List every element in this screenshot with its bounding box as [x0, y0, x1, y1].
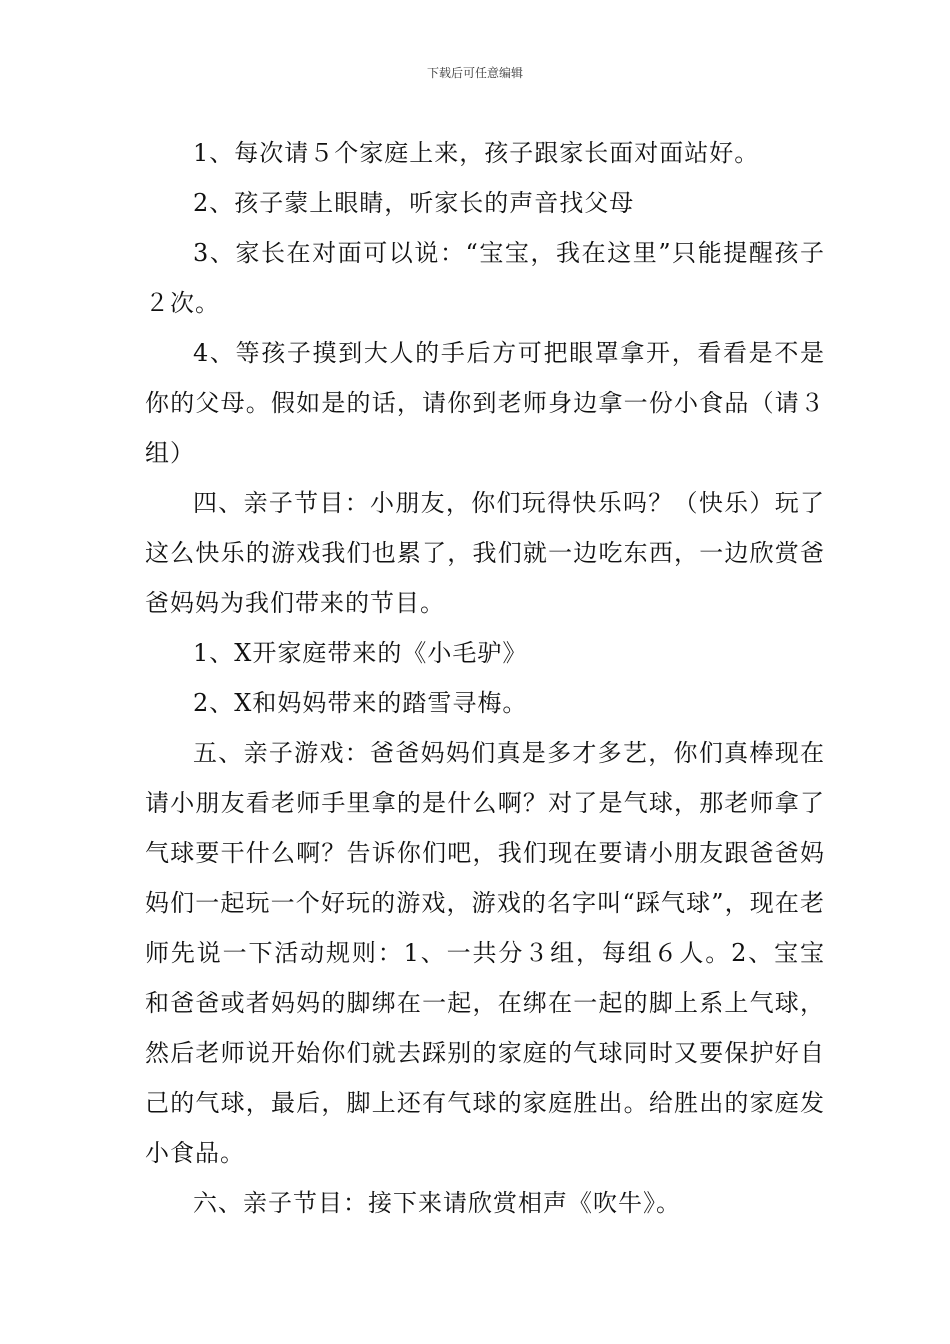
paragraph-rule-1: 1、每次请５个家庭上来，孩子跟家长面对面站好。 [193, 139, 760, 167]
paragraph-rule-3: 3、家长在对面可以说：“宝宝，我在这里”只能提醒孩子２次。 [145, 239, 825, 317]
paragraph-section-5: 五、亲子游戏：爸爸妈妈们真是多才多艺，你们真棒现在请小朋友看老师手里拿的是什么啊？对了是气球，那老师拿了气球要干什么啊？告诉你们吧，我们现在要请小朋友跟爸爸妈妈们一起玩一个好玩的游戏，游戏的名字叫“踩气球”，现在老师先说一下活动规则：1、一共分３组，每组６人。2、宝宝和爸爸或者妈妈的脚绑在一起，在绑在一起的脚上系上气球，然后老师说开始你们就去踩别的家庭的气球同时又要保护好自己的气球，最后，脚上还有气球的家庭胜出。给胜出的家庭发小食品。 [145, 739, 825, 1167]
paragraph-rule-4: 4、等孩子摸到大人的手后方可把眼罩拿开，看看是不是你的父母。假如是的话，请你到老师身边拿一份小食品（请３组） [145, 339, 825, 467]
paragraph-program-1: 1、X开家庭带来的《小毛驴》 [193, 639, 528, 667]
paragraph-section-4: 四、亲子节目：小朋友，你们玩得快乐吗？（快乐）玩了这么快乐的游戏我们也累了，我们就一边吃东西，一边欣赏爸爸妈妈为我们带来的节目。 [145, 489, 825, 617]
paragraph-rule-2: 2、孩子蒙上眼睛，听家长的声音找父母 [193, 189, 635, 217]
paragraph-program-2: 2、X和妈妈带来的踏雪寻梅。 [193, 689, 528, 717]
paragraph-section-6: 六、亲子节目：接下来请欣赏相声《吹牛》。 [193, 1189, 681, 1217]
page-header-note: 下载后可任意编辑 [426, 66, 523, 80]
document-body [145, 128, 825, 1228]
